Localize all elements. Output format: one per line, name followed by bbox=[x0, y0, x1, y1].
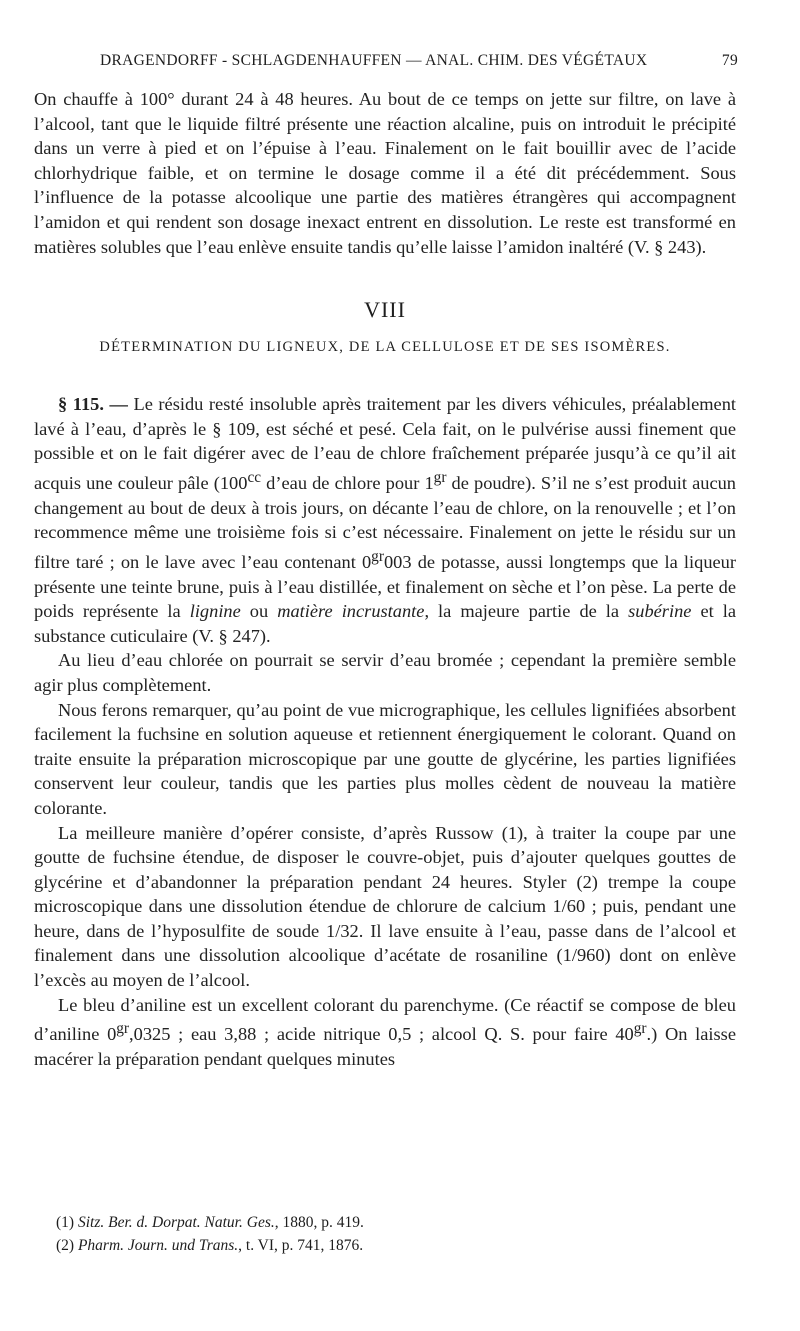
paragraph-text: de poudre). S’il ne s’est produit aucun changement au bout de deux à trois jours, on décante l’eau de chlore, on la renouvelle ; et l’on recommence même une troisième fois si c’est nécessaire. Finalement on jette le résidu sur un filtre taré ; on le lave avec l’eau contenant 0 bbox=[34, 473, 736, 572]
paragraph-115 bbox=[34, 392, 736, 648]
footnotes bbox=[56, 1211, 736, 1257]
paragraph-bleu-aniline bbox=[34, 993, 736, 1072]
italic-term: subérine bbox=[628, 601, 692, 622]
paragraph-text: Le résidu resté insoluble après traitement par les divers véhicules, préalablement lavé à l’eau, d’après le § 109, est séché et pesé. Cela fait, on le pulvérise aussi finement que possible et on le fait digérer avec de l’eau de chlore fraîchement préparée jusqu’à ce qu’il ait acquis une couleur pâle (100 bbox=[34, 394, 737, 494]
intro-paragraph: On chauffe à 100° durant 24 à 48 heures. Au bout de ce temps on jette sur filtre, on lave à l’alcool, tant que le liquide filtré présente une réaction alcaline, puis on introduit le précipité dans un verre à pied et on l’épuise à l’eau. Finalement on le fait bouillir avec de l’acide chlorhydrique faible, et on termine le dosage comme il a été dit précédemment. Sous l’influence de la potasse alcoolique une partie des matières étrangères qui accompagnent l’amidon et qui rendent son dosage inexact entrent en dissolution. Le reste est transformé en matières solubles que l’eau enlève ensuite tandis qu’elle laisse l’amidon inaltéré (V. § 243). bbox=[34, 89, 736, 257]
paragraph-text: 003 de potasse, aussi longtemps que la liqueur présente une teinte brune, puis à l’eau distillée, et finalement on sèche et l’on pèse. La perte de poids représente la bbox=[34, 551, 736, 622]
paragraph-text: .) On laisse macérer la préparation pendant quelques minutes bbox=[34, 1024, 736, 1069]
paragraph-text: et la substance cuticulaire (V. § 247). bbox=[34, 601, 736, 646]
running-title: DRAGENDORFF - SCHLAGDENHAUFFEN — ANAL. CHIM. DES VÉGÉTAUX bbox=[100, 52, 648, 69]
superscript: gr bbox=[433, 468, 447, 486]
footnote-source: Sitz. Ber. d. Dorpat. Natur. Ges. bbox=[77, 1214, 275, 1231]
italic-term: matière incrustante bbox=[277, 601, 425, 622]
superscript: gr bbox=[371, 547, 384, 565]
page-body bbox=[34, 87, 736, 1072]
paragraph-text: ou bbox=[240, 601, 278, 622]
paragraph-text: d’eau de chlore pour 1 bbox=[261, 473, 434, 494]
superscript: cc bbox=[247, 468, 262, 486]
paragraph-text: , la majeure partie de la bbox=[424, 601, 629, 622]
footnote-text: , t. VI, p. 741, 1876. bbox=[238, 1237, 364, 1254]
paragraph-text: ,0325 ; eau 3,88 ; acide nitrique 0,5 ; alcool Q. S. pour faire 40 bbox=[129, 1024, 634, 1045]
footnote-source: Pharm. Journ. und Trans. bbox=[77, 1237, 239, 1254]
superscript: gr bbox=[633, 1020, 647, 1038]
paragraph-russow: La meilleure manière d’opérer consiste, d’après Russow (1), à traiter la coupe par une goutte de fuchsine étendue, de disposer le couvre-objet, puis d’ajouter quelques gouttes de glycérine et d’abandonner la préparation pendant 24 heures. Styler (2) trempe la coupe microscopique dans une dissolution étendue de chlorure de calcium 1/60 ; puis, pendant une heure, dans de l’hyposulfite de soude 1/32. Il lave ensuite à l’eau, passe dans de l’alcool et finalement dans une dissolution alcoolique d’acétate de rosaniline (1/960) dont on enlève l’excès au moyen de l’alcool. bbox=[34, 822, 736, 991]
paragraph-text: Le bleu d’aniline est un excellent colorant du parenchyme. (Ce réactif se compose de bleu d’aniline 0 bbox=[34, 994, 736, 1045]
footnote-marker: (1) bbox=[56, 1214, 75, 1231]
page-number: 79 bbox=[721, 52, 738, 69]
paragraph-micrographique: Nous ferons remarquer, qu’au point de vue micrographique, les cellules lignifiées absorbent facilement la fuchsine en solution aqueuse et retiennent énergiquement le colorant. Quand on traite ensuite la préparation microscopique par une goutte de glycérine, les parties lignifiées conservent leur couleur, tandis que les parties plus molles cèdent de nouveau la matière colorante. bbox=[34, 699, 736, 818]
footnote-text: , 1880, p. 419. bbox=[274, 1214, 364, 1231]
italic-term: lignine bbox=[189, 601, 241, 622]
paragraph-label: § 115. — bbox=[58, 394, 128, 415]
footnote-marker: (2) bbox=[56, 1237, 75, 1254]
section-number: VIII bbox=[364, 297, 406, 323]
footnote bbox=[56, 1234, 736, 1257]
footnote bbox=[56, 1211, 736, 1234]
superscript: gr bbox=[116, 1020, 130, 1038]
paragraph-eau-bromee: Au lieu d’eau chlorée on pourrait se servir d’eau bromée ; cependant la première semble agir plus complètement. bbox=[34, 650, 736, 695]
section-title: DÉTERMINATION DU LIGNEUX, DE LA CELLULOSE ET DE SES ISOMÈRES. bbox=[99, 339, 671, 356]
